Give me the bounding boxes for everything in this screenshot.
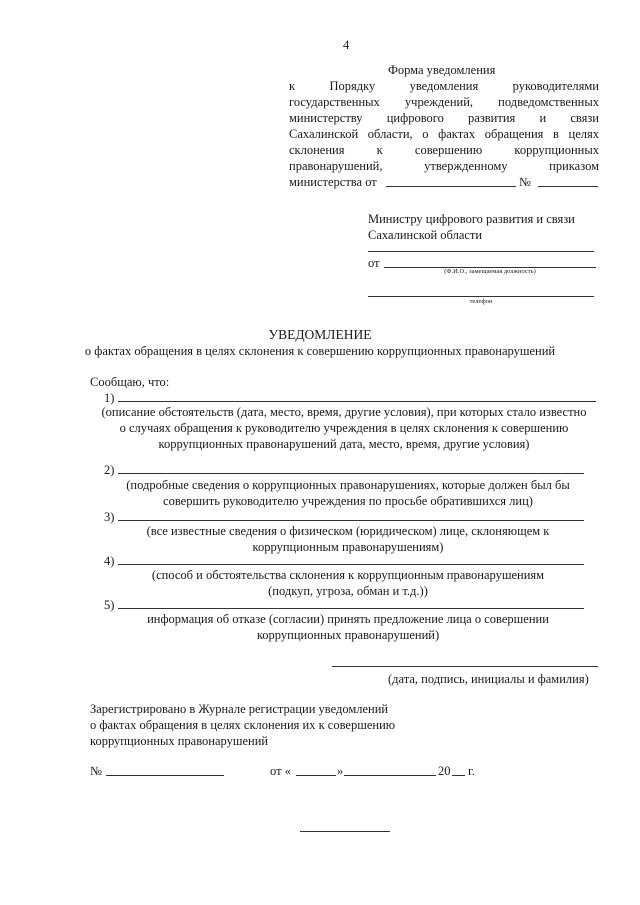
intro-text: Сообщаю, что: xyxy=(90,375,170,389)
registration-block: Зарегистрировано в Журнале регистрации уведомлений о фактах обращения в целях склонения их к совершению коррупционных правонарушений xyxy=(90,702,396,748)
form-header-line: Сахалинской области, о фактах обращения в целях xyxy=(289,127,599,141)
order-date-line xyxy=(386,186,516,187)
item-4-number: 4) xyxy=(104,554,115,568)
from-label: от xyxy=(368,256,380,270)
item-5-number: 5) xyxy=(104,598,115,612)
item-2-caption: (подробные сведения о коррупционных правонарушениях, которые должен был бы совершить руководителю учреждения по просьбе обратившихся лиц) xyxy=(126,478,570,508)
signature-caption: (дата, подпись, инициалы и фамилия) xyxy=(388,672,589,686)
addressee-line-1: Министру цифрового развития и связи xyxy=(368,212,575,226)
item-5-caption: информация об отказе (согласии) принять предложение лица о совершении коррупционных правонарушений) xyxy=(147,612,549,642)
notice-subtitle: о фактах обращения в целях склонения к совершению коррупционных правонарушений xyxy=(84,344,556,358)
item-2-number: 2) xyxy=(104,463,115,477)
registration-year-suffix: г. xyxy=(468,764,475,778)
page-number: 4 xyxy=(343,38,350,52)
form-header-block xyxy=(289,78,599,174)
phone-line xyxy=(368,296,594,297)
registration-number-line xyxy=(106,775,224,776)
item-1-line xyxy=(118,401,596,402)
item-2-line xyxy=(118,473,584,474)
phone-caption: телефон xyxy=(469,298,493,305)
item-3-caption: (все известные сведения о физическом (юридическом) лице, склоняющем к коррупционным правонарушениям) xyxy=(146,524,550,554)
addressee-blank-line xyxy=(368,251,594,252)
form-header-line: к Порядку уведомления руководителями xyxy=(289,79,599,93)
bottom-separator xyxy=(300,831,390,832)
item-3-number: 3) xyxy=(104,510,115,524)
item-1-number: 1) xyxy=(104,391,115,405)
form-header-line: склонения к совершению коррупционных xyxy=(289,143,599,157)
form-header-line: правонарушений, утвержденному приказом xyxy=(289,159,599,173)
item-4-line xyxy=(118,564,584,565)
addressee-line-2: Сахалинской области xyxy=(368,228,483,242)
registration-year-line xyxy=(452,775,465,776)
form-title: Форма уведомления xyxy=(388,63,496,77)
registration-month-line xyxy=(344,775,436,776)
registration-quote-close: » xyxy=(337,764,344,778)
registration-number-sign: № xyxy=(90,764,102,778)
registration-year-label: 20 xyxy=(438,764,451,778)
item-5-line xyxy=(118,608,584,609)
fio-caption: (Ф.И.О., замещаемая должность) xyxy=(444,268,536,275)
signature-line xyxy=(332,666,598,667)
item-1-caption: (описание обстоятельств (дата, место, время, другие условия), при которых стало известно о случаях обращения к руководителю учреждения в целях склонения к совершению коррупционных правонарушений дата, место, время, другие условия) xyxy=(101,405,587,451)
form-header-line: министерству цифрового развития и связи xyxy=(289,111,599,125)
registration-day-line xyxy=(296,775,336,776)
form-header-last-line: министерства от xyxy=(289,175,377,189)
notice-title: УВЕДОМЛЕНИЕ xyxy=(268,327,372,342)
form-header-line: государственных учреждений, подведомственных xyxy=(289,95,599,109)
item-4-caption: (способ и обстоятельства склонения к коррупционным правонарушениям (подкуп, угроза, обман и т.д.)) xyxy=(151,568,545,598)
registration-from-label: от « xyxy=(270,764,291,778)
order-number-line xyxy=(538,186,598,187)
order-number-sign: № xyxy=(519,175,531,189)
item-3-line xyxy=(118,520,584,521)
